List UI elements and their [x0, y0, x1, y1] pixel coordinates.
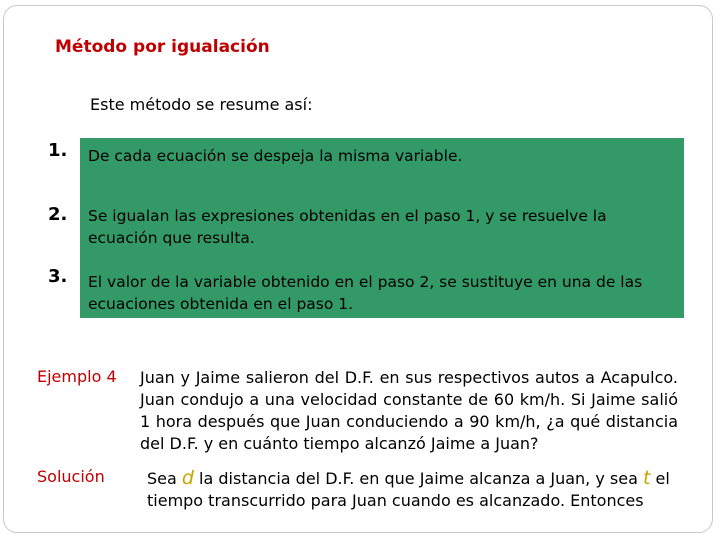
solution-text — [147, 467, 672, 512]
step-number-1: 1. — [48, 140, 68, 161]
intro-text: Este método se resume así: — [90, 95, 313, 114]
slide-title: Método por igualación — [55, 37, 270, 57]
step-text-3: El valor de la variable obtenido en el paso 2, se sustituye en una de las ecuaciones obtenida en el paso 1. — [88, 273, 643, 313]
solution-part-1: Sea — [147, 469, 182, 488]
example-label: Ejemplo 4 — [37, 367, 117, 386]
variable-d: d — [181, 467, 194, 489]
step-number-2: 2. — [48, 204, 68, 225]
solution-part-3: el tiempo transcurrido para Juan cuando es alcanzado. Entonces — [147, 469, 670, 510]
step-text-2: Se igualan las expresiones obtenidas en el paso 1, y se resuelve la ecuación que resulta. — [88, 207, 607, 247]
example-text: Juan y Jaime salieron del D.F. en sus respectivos autos a Acapulco. Juan condujo a una velocidad constante de 60 km/h. Si Jaime salió 1 hora después que Juan conduciendo a 90 km/h, ¿a qué distancia del D.F. y en cuánto tiempo alcanzó Jaime a Juan? — [140, 368, 678, 453]
solution-label: Solución — [37, 467, 105, 486]
variable-t: t — [642, 467, 651, 489]
step-number-3: 3. — [48, 266, 68, 287]
step-text-1: De cada ecuación se despeja la misma variable. — [88, 147, 463, 165]
solution-part-2: la distancia del D.F. en que Jaime alcanza a Juan, y sea — [193, 469, 643, 488]
